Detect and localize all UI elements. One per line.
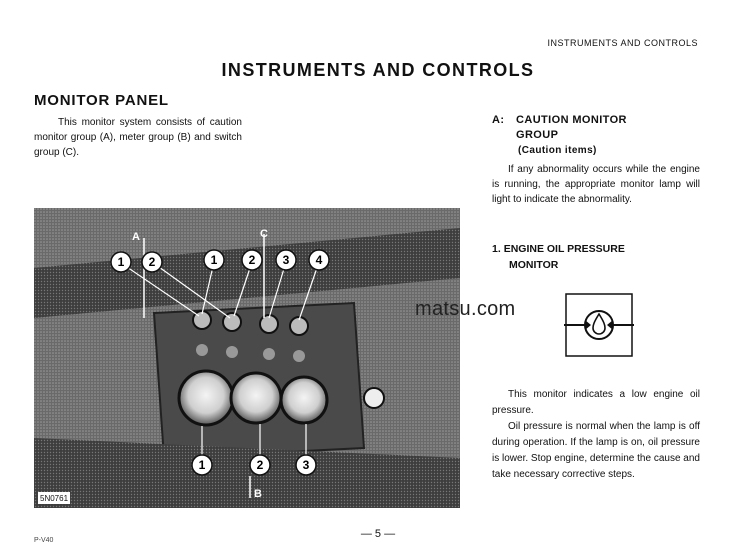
section-heading: MONITOR PANEL [34, 92, 169, 109]
group-label-b: B [254, 488, 262, 500]
callout-c2: 2 [248, 253, 256, 267]
intro-paragraph [34, 115, 242, 160]
caution-paragraph [492, 162, 700, 207]
item-title-line1: ENGINE OIL PRESSURE [503, 243, 625, 255]
page-number: — 5 — [360, 528, 396, 540]
item-number: 1. [492, 243, 501, 255]
section-subtitle: (Caution items) [518, 145, 597, 156]
figure-code: 5N0761 [40, 494, 69, 503]
callout-b2: 2 [256, 458, 264, 472]
callout-c3: 3 [282, 253, 290, 267]
watermark-text: matsu.com [415, 298, 516, 320]
caution-text: If any abnormality occurs while the engine is running, the appropriate monitor lamp will light to indicate the abnormality. [492, 164, 700, 205]
callout-b3: 3 [302, 458, 310, 472]
caution-monitor-heading [492, 113, 700, 158]
group-label-c: C [260, 228, 268, 240]
section-title-line2: GROUP [516, 129, 559, 141]
oil-pressure-description [492, 387, 700, 483]
oil-description-1: This monitor indicates a low engine oil pressure. [492, 389, 700, 416]
callout-c1: 1 [210, 253, 218, 267]
monitor-panel-photo [34, 208, 460, 508]
item-title-line2: MONITOR [509, 259, 559, 271]
gauge-2 [231, 373, 281, 423]
section-title-line1: CAUTION MONITOR [516, 114, 627, 126]
callout-c4: 4 [315, 253, 323, 267]
footer-code: P-V40 [34, 537, 54, 544]
group-label-a: A [132, 231, 140, 243]
item-heading [492, 241, 700, 273]
page-title: INSTRUMENTS AND CONTROLS [221, 60, 535, 80]
callout-a1: 1 [117, 255, 125, 269]
photo-illustration [34, 208, 460, 508]
callout-a2: 2 [148, 255, 156, 269]
oil-pressure-icon [560, 292, 638, 358]
gauge-1 [179, 371, 233, 425]
section-label: A: [492, 114, 505, 126]
callout-b1: 1 [198, 458, 206, 472]
gauge-3 [281, 377, 327, 423]
oil-description-2: Oil pressure is normal when the lamp is off during operation. If the lamp is on, oil pressure is lower. Stop engine, determine the cause and take necessary corrective steps. [492, 421, 700, 480]
intro-text: This monitor system consists of caution monitor group (A), meter group (B) and switch group (C). [34, 117, 242, 158]
switch-knob [364, 388, 384, 408]
running-header: INSTRUMENTS AND CONTROLS [547, 38, 698, 48]
